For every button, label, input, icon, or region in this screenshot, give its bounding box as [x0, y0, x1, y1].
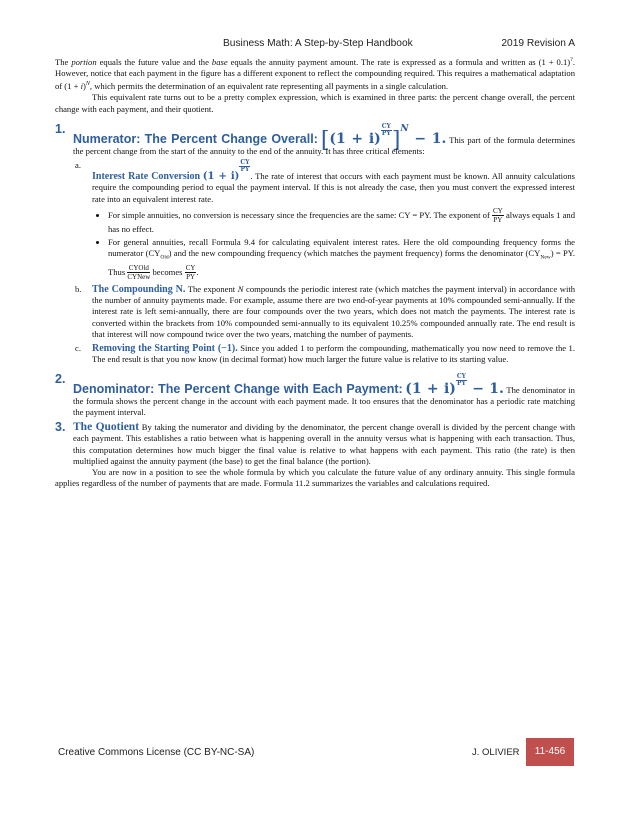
book-title: Business Math: A Step-by-Step Handbook	[223, 38, 413, 49]
denominator-formula: (1 + i) $^{\frac{CY}{PY}}$ − 1.	[405, 372, 504, 397]
section-number: 2.	[55, 371, 66, 386]
page-footer	[0, 738, 630, 766]
list-item: • For simple annuities, no conversion is necessary since the frequencies are the same: CY = PY. The exponent of $\frac{CY}{PY}$ always equals 1 and has no effect.	[108, 207, 575, 235]
section-heading: The Quotient	[73, 421, 140, 434]
closing-paragraph: You are now in a position to see the whole formula by which you calculate the future value of any ordinary annuity. This single formula applies regardless of the number of payments that are made. Formula 11.2 summarizes the variables and calculations required.	[55, 466, 575, 489]
section-heading: Numerator: The Percent Change Overall:	[73, 131, 318, 146]
conversion-formula: (1 + i) $^{\frac{CY}{PY}}$	[202, 159, 250, 183]
revision-label: 2019 Revision A	[501, 38, 575, 49]
page-body	[55, 55, 575, 489]
page-header	[0, 38, 630, 52]
element-a: a. Interest Rate Conversion (1 + i) $^{\frac{CY}{PY}}$ . The rate of interest that occurs with each payment must be known. All annuity calculations require the compounding period to equal the payment interval. If this is not already the case, then you must convert the expressed interest rate into an equivalent interest rate. • For simple annuities, no conversion is necessary since the frequencies are the same: CY = PY. The exponent of $\frac{CY}{PY}$ always equals 1 and has no effect. • For general annuities, recall Formula 9.4 for calculating equivalent interest rates. Here the old compounding frequency forms the numerator $(CY_{Old})$ and the new compounding frequency (which matches the payment frequency) forms the denominator $(CY_{New})$ = PY. Thus CYOld CYNew becomes $\frac{CY}{PY}$ .	[55, 160, 575, 281]
intro-paragraph-1: The portion equals the future value and the base equals the annuity payment amount. The rate is expressed as a formula and written as (1 + 0.1)?. However, notice that each payment in the figure has a different exponent to reflect the compounding required. This requires a mathematical adaptation of $(1 + i)^N$, which permits the determination of an equivalent rate representing all payments in a single calculation.	[55, 56, 575, 92]
section-number: 1.	[55, 121, 66, 136]
page-number-badge: 11-456	[526, 738, 574, 766]
license-text: Creative Commons License (CC BY-NC-SA)	[58, 747, 255, 758]
numerator-formula: [(1 + i) $^{\frac{CY}{PY}}$ ]$^N$ − 1.	[320, 122, 447, 153]
author-name: J. OLIVIER	[472, 747, 520, 758]
section-numerator: 1. Numerator: The Percent Change Overall: [(1 + i) $^{\frac{CY}{PY}}$ ]$^N$ − 1. This part of the formula determines the percent change from the start of the annuity to the end of the annuity. It has three critical elements: a. Interest Rate Conversion (1 + i) $^{\frac{CY}{PY}}$ . The rate of interest that occurs with each payment must be known. All annuity calculations require the compounding period to equal the payment interval. If this is not already the case, then you must convert the expressed interest rate into an equivalent interest rate. • For simple annuities, no conversion is necessary since the frequencies are the same: CY = PY. The exponent of $\frac{CY}{PY}$ always equals 1 and has no effect. • For general annuities, recall Formula 9.4 for calculating equivalent interest rates. Here the old compounding frequency forms the numerator $(CY_{Old})$ and the new compounding frequency (which matches the payment frequency) forms the denominator $(CY_{New})$ = PY. Thus CYOld CYNew becomes $\frac{CY}{PY}$ . b. The Compounding N. The exponent N compounds the periodic interest rate (which matches the payment interval) in accordance with the number of annuity payments made. For example, assume there are two end-of-year payments at 10% compounded semi-annually. If the interest rate is left semi-annually, there are four compounds over the two years, which does not match the payments. The interest rate is converted within the brackets from 10% compounded semi-annually to its equivalent 10.25% compounded annually rate. The end result is that interest will now compound twice over the two years, matching the number of payments. c. Removing the Starting Point (−1). Since you added 1 to perform the compounding, mathematically you now need to remove the 1. The end result is that you now know (in decimal format) how much larger the future value is relative to its starting value.	[55, 124, 575, 366]
section-denominator: 2. Denominator: The Percent Change with Each Payment: (1 + i) $^{\frac{CY}{PY}}$ − 1. The denominator in the formula shows the percent change in the account with each payment made. It too ensures that the denominator has a periodic rate matching the payment interval.	[55, 371, 575, 417]
intro-paragraph-2: This equivalent rate turns out to be a pretty complex expression, which is examined in three parts: the percent change overall, the percent change with each payment, and their quotient.	[55, 92, 575, 114]
section-heading: Denominator: The Percent Change with Each Payment:	[73, 381, 403, 396]
element-b: b. The Compounding N. The exponent N compounds the periodic interest rate (which matches the payment interval) in accordance with the number of annuity payments made. For example, assume there are two end-of-year payments at 10% compounded semi-annually. If the interest rate is left semi-annually, there are four compounds over the two years, which does not match the payments. The interest rate is converted within the brackets from 10% compounded semi-annually to its equivalent 10.25% compounded annually rate. The end result is that interest will now compound twice over the two years, matching the number of payments.	[75, 284, 576, 339]
element-c: c. Removing the Starting Point (−1). Since you added 1 to perform the compounding, mathematically you now need to remove the 1. The end result is that you now know (in decimal format) how much larger the future value is relative to its starting value.	[75, 343, 576, 365]
element-a-heading: Interest Rate Conversion	[92, 171, 201, 183]
element-b-heading: The Compounding N.	[92, 284, 186, 296]
element-c-heading: Removing the Starting Point (−1).	[92, 343, 238, 355]
list-item: • For general annuities, recall Formula 9.4 for calculating equivalent interest rates. Here the old compounding frequency forms the numerator $(CY_{Old})$ and the new compounding frequency (which matches the payment frequency) forms the denominator $(CY_{New})$ = PY. Thus CYOld CYNew becomes $\frac{CY}{PY}$ .	[108, 237, 575, 281]
conversion-bullets	[92, 207, 575, 281]
section-quotient: 3. The Quotient By taking the numerator and dividing by the denominator, the percent change overall is divided by the percent change with each payment. This establishes a ratio between what is happening overall in the annuity versus what is happening with each transaction. Thus, this computation determines how much bigger the final value is relative to what happens with each payment. This ratio (the rate) is then multiplied against the annuity payment (the base) to get the final balance (the portion). You are now in a position to see the whole formula by which you calculate the future value of any ordinary annuity. This single formula applies regardless of the number of payments that are made. Formula 11.2 summarizes the variables and calculations required.	[55, 420, 575, 489]
section-number: 3.	[55, 420, 66, 435]
